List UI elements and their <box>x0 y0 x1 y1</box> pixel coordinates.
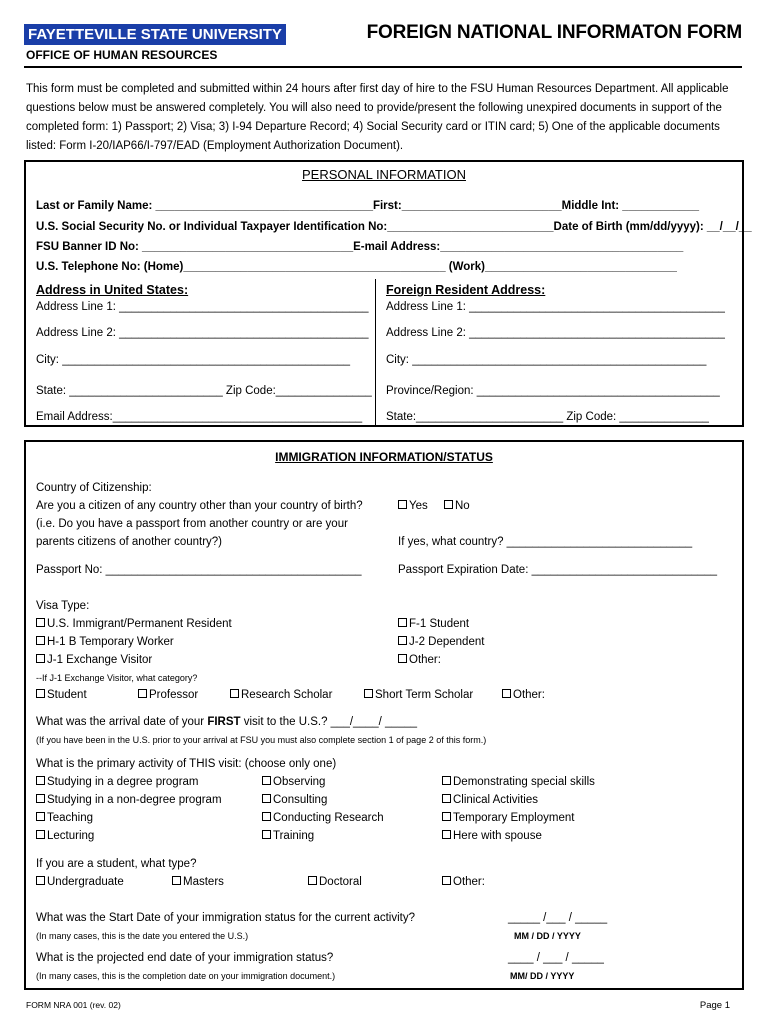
act-observing-checkbox[interactable] <box>262 776 271 785</box>
stu-doctoral-checkbox[interactable] <box>308 876 317 885</box>
header-rule <box>24 66 742 68</box>
country-of-citizenship[interactable]: Country of Citizenship: <box>36 482 152 494</box>
end-date-format: MM/ DD / YYYY <box>510 971 575 981</box>
act-nondegree-checkbox[interactable] <box>36 794 45 803</box>
foreign-address-title: Foreign Resident Address: <box>386 283 546 297</box>
act-spouse-option[interactable] <box>442 830 542 842</box>
cat-student-label: Student <box>47 689 87 701</box>
stu-masters-option[interactable] <box>172 876 224 888</box>
visa-us-label: U.S. Immigrant/Permanent Resident <box>47 618 232 630</box>
no-label: No <box>455 500 470 512</box>
arrival-note: (If you have been in the U.S. prior to your arrival at FSU you must also complete section 1 of page 2 of this form.) <box>36 735 487 745</box>
act-lecturing-option[interactable] <box>36 830 94 842</box>
act-clinical-checkbox[interactable] <box>442 794 451 803</box>
visa-h1-checkbox[interactable] <box>36 636 45 645</box>
cat-professor-label: Professor <box>149 689 199 701</box>
visa-h1-label: H-1 B Temporary Worker <box>47 636 174 648</box>
start-date-note: (In many cases, this is the date you entered the U.S.) <box>36 931 249 941</box>
office-name: OFFICE OF HUMAN RESOURCES <box>26 48 218 62</box>
cat-research-checkbox[interactable] <box>230 689 239 698</box>
cat-student-option[interactable] <box>36 689 87 701</box>
no-checkbox[interactable] <box>444 500 453 509</box>
act-demo-label: Demonstrating special skills <box>453 776 595 788</box>
foreign-city[interactable]: City: ______________________________________________ <box>386 354 707 366</box>
form-number: FORM NRA 001 (rev. 02) <box>26 1000 121 1010</box>
us-city[interactable]: City: _____________________________________________ <box>36 354 351 366</box>
act-nondegree-label: Studying in a non-degree program <box>47 794 222 806</box>
banner-email-row[interactable]: FSU Banner ID No: _________________________________E-mail Address:______________________________________ <box>36 241 684 253</box>
act-training-checkbox[interactable] <box>262 830 271 839</box>
visa-h1-option[interactable] <box>36 636 174 648</box>
act-degree-label: Studying in a degree program <box>47 776 199 788</box>
j1-category-note: --If J-1 Exchange Visitor, what category? <box>36 673 198 683</box>
act-degree-checkbox[interactable] <box>36 776 45 785</box>
personal-info-title: PERSONAL INFORMATION <box>302 167 466 182</box>
cat-short-checkbox[interactable] <box>364 689 373 698</box>
cat-professor-option[interactable] <box>138 689 198 701</box>
act-temp-option[interactable] <box>442 812 574 824</box>
stu-other-label: Other: <box>453 876 485 888</box>
act-clinical-label: Clinical Activities <box>453 794 538 806</box>
telephone-row[interactable]: U.S. Telephone No: (Home)_________________________________________ (Work)______________________________ <box>36 261 677 273</box>
act-consulting-checkbox[interactable] <box>262 794 271 803</box>
cat-professor-checkbox[interactable] <box>138 689 147 698</box>
form-title: FOREIGN NATIONAL INFORMATON FORM <box>366 22 742 43</box>
cat-student-checkbox[interactable] <box>36 689 45 698</box>
arrival-post-text: visit to the U.S.? ___/____/ _____ <box>240 716 417 728</box>
yes-option[interactable] <box>398 500 428 512</box>
act-teaching-label: Teaching <box>47 812 94 824</box>
yes-checkbox[interactable] <box>398 500 407 509</box>
cat-research-label: Research Scholar <box>241 689 333 701</box>
stu-ug-option[interactable] <box>36 876 124 888</box>
us-state-zip[interactable]: State: ________________________ Zip Code:_______________ <box>36 385 372 397</box>
visa-us-option[interactable] <box>36 618 232 630</box>
visa-j1-label: J-1 Exchange Visitor <box>47 654 153 666</box>
stu-masters-checkbox[interactable] <box>172 876 181 885</box>
address-divider <box>375 279 376 425</box>
other-citizen-question: Are you a citizen of any country other than your country of birth? <box>36 500 363 512</box>
visa-other-option[interactable] <box>398 654 441 666</box>
act-research-option[interactable] <box>262 812 384 824</box>
stu-masters-label: Masters <box>183 876 224 888</box>
page-number: Page 1 <box>699 1000 730 1011</box>
act-lecturing-checkbox[interactable] <box>36 830 45 839</box>
us-address-line2[interactable]: Address Line 2: _______________________________________ <box>36 327 369 339</box>
personal-info-section <box>24 160 752 427</box>
act-temp-label: Temporary Employment <box>453 812 575 824</box>
arrival-pre-text: What was the arrival date of your <box>36 716 208 728</box>
foreign-address-line1[interactable]: Address Line 1: ________________________________________ <box>386 301 725 313</box>
act-teaching-option[interactable] <box>36 812 93 824</box>
intro-text: This form must be completed and submitted within 24 hours after first day of hire to the FSU Human Resources Department. All applicable questions below must be answered completely. You will also need to provide/present the following unexpired documents in support of the completed form: 1) Passport; 2) Visa; 3) I-94 Departure Record; 4) Social Security card or ITIN card; 5) One of the applicable documents listed: Form I-20/IAP66/I-797/EAD (Employment Authorization Document). <box>26 83 729 152</box>
act-nondegree-option[interactable] <box>36 794 222 806</box>
cat-short-label: Short Term Scholar <box>375 689 474 701</box>
arrival-first-text: FIRST <box>207 716 241 728</box>
student-type-question: If you are a student, what type? <box>36 858 197 870</box>
visa-j2-checkbox[interactable] <box>398 636 407 645</box>
immigration-section <box>24 440 744 990</box>
cat-short-option[interactable] <box>364 689 473 701</box>
start-date-format: MM / DD / YYYY <box>514 931 581 941</box>
act-temp-checkbox[interactable] <box>442 812 451 821</box>
name-row[interactable]: Last or Family Name: __________________________________First:_________________________Middle Int: ____________ <box>36 200 700 212</box>
parents-citizens-question: parents citizens of another country?) <box>36 536 223 548</box>
visa-f1-label: F-1 Student <box>409 618 470 630</box>
end-date-question: What is the projected end date of your immigration status? <box>36 952 334 964</box>
cat-research-option[interactable] <box>230 689 332 701</box>
cat-other-checkbox[interactable] <box>502 689 511 698</box>
stu-other-checkbox[interactable] <box>442 876 451 885</box>
us-address-line1[interactable]: Address Line 1: _______________________________________ <box>36 301 369 313</box>
cat-other-label: Other: <box>513 689 545 701</box>
stu-other-option[interactable] <box>442 876 485 888</box>
visa-other-label: Other: <box>409 654 441 666</box>
end-date-input[interactable]: ____ / ___ / _____ <box>508 952 604 964</box>
if-yes-country[interactable]: If yes, what country? _____________________________ <box>398 536 693 548</box>
foreign-address-line2[interactable]: Address Line 2: ________________________________________ <box>386 327 725 339</box>
us-address-title: Address in United States: <box>36 283 189 297</box>
act-teaching-checkbox[interactable] <box>36 812 45 821</box>
visa-j1-option[interactable] <box>36 654 152 666</box>
visa-j1-checkbox[interactable] <box>36 654 45 663</box>
passport-number[interactable]: Passport No: ________________________________________ <box>36 564 362 576</box>
visa-other-checkbox[interactable] <box>398 654 407 663</box>
activity-question: What is the primary activity of THIS visit: (choose only one) <box>36 758 337 770</box>
visa-f1-option[interactable] <box>398 618 469 630</box>
ssn-dob-row[interactable]: U.S. Social Security No. or Individual Taxpayer Identification No:__________________________Date of Birth (mm/dd/yyyy): __/__/__ <box>36 221 752 233</box>
visa-type-label: Visa Type: <box>36 600 90 612</box>
passport-question-ie: (i.e. Do you have a passport from another country or are your <box>36 518 348 530</box>
us-email[interactable]: Email Address:_______________________________________ <box>36 411 363 423</box>
foreign-state-zip[interactable]: State:_______________________ Zip Code: ______________ <box>386 411 709 423</box>
stu-ug-checkbox[interactable] <box>36 876 45 885</box>
act-spouse-label: Here with spouse <box>453 830 542 842</box>
act-observing-option[interactable] <box>262 776 325 788</box>
yes-label: Yes <box>409 500 428 512</box>
no-option[interactable] <box>444 500 470 512</box>
act-lecturing-label: Lecturing <box>47 830 95 842</box>
stu-ug-label: Undergraduate <box>47 876 124 888</box>
act-observing-label: Observing <box>273 776 326 788</box>
start-date-question: What was the Start Date of your immigration status for the current activity? <box>36 912 416 924</box>
act-training-label: Training <box>273 830 315 842</box>
cat-other-option[interactable] <box>502 689 545 701</box>
stu-doctoral-label: Doctoral <box>319 876 362 888</box>
visa-j2-label: J-2 Dependent <box>409 636 485 648</box>
act-consulting-option[interactable] <box>262 794 327 806</box>
act-spouse-checkbox[interactable] <box>442 830 451 839</box>
act-research-checkbox[interactable] <box>262 812 271 821</box>
passport-expiration[interactable]: Passport Expiration Date: _____________________________ <box>398 564 718 576</box>
visa-us-checkbox[interactable] <box>36 618 45 627</box>
act-degree-option[interactable] <box>36 776 199 788</box>
act-demo-checkbox[interactable] <box>442 776 451 785</box>
end-date-note: (In many cases, this is the completion date on your immigration document.) <box>36 971 336 981</box>
act-consulting-label: Consulting <box>273 794 328 806</box>
foreign-province[interactable]: Province/Region: ______________________________________ <box>386 385 720 397</box>
university-name: FAYETTEVILLE STATE UNIVERSITY <box>24 24 286 45</box>
arrival-date-question[interactable] <box>36 716 417 728</box>
stu-doctoral-option[interactable] <box>308 876 362 888</box>
visa-f1-checkbox[interactable] <box>398 618 407 627</box>
act-clinical-option[interactable] <box>442 794 538 806</box>
act-research-label: Conducting Research <box>273 812 384 824</box>
act-training-option[interactable] <box>262 830 314 842</box>
start-date-input[interactable]: _____ /___ / _____ <box>508 912 608 924</box>
immigration-title: IMMIGRATION INFORMATION/STATUS <box>275 450 493 464</box>
visa-j2-option[interactable] <box>398 636 484 648</box>
act-demo-option[interactable] <box>442 776 595 788</box>
